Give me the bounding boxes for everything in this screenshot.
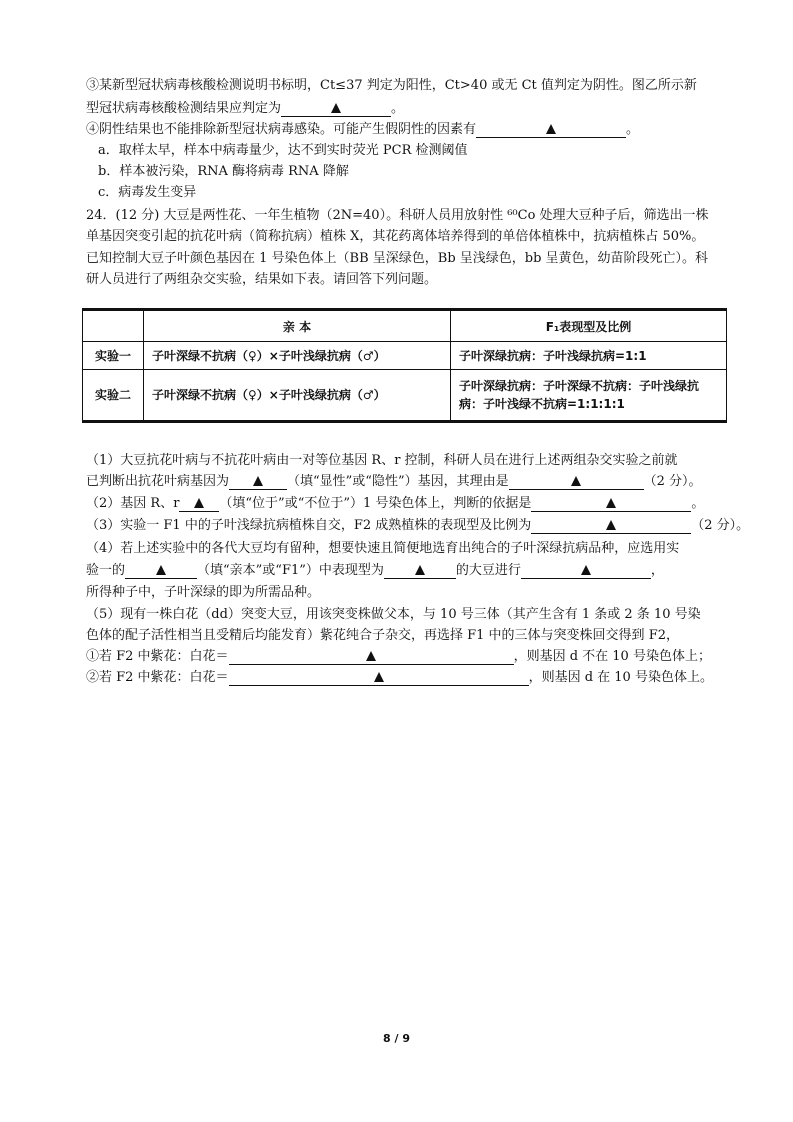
table-corner [83, 310, 144, 342]
q4-text: ， [650, 563, 664, 578]
triangle-marker-icon [546, 124, 556, 134]
cross-results-table [82, 308, 727, 423]
q4-text: 验一的 [86, 563, 126, 578]
table-row [83, 369, 727, 422]
triangle-marker-icon [194, 498, 204, 508]
q5-line-3 [86, 647, 711, 667]
row-parent: 子叶深绿不抗病（♀）×子叶浅绿抗病（♂） [144, 342, 451, 370]
q4-text: 的大豆进行 [455, 563, 521, 578]
q3-line [86, 516, 749, 536]
q4-line-3: 所得种子中，子叶深绿的即为所需品种。 [86, 585, 321, 600]
option-b: b．样本被污染，RNA 酶将病毒 RNA 降解 [98, 164, 349, 179]
answer-blank[interactable] [476, 122, 626, 138]
item-4-line [86, 120, 639, 140]
page-number: 8 / 9 [383, 1032, 410, 1045]
item-3-line-2 [86, 99, 404, 119]
q5-line-2: 色体的配子活性相当且受精后均能发育）紫花纯合子杂交，再选择 F1 中的三体与突变株回交得到 F2， [86, 628, 679, 643]
q5-text: ②若 F2 中紫花：白花＝ [86, 670, 229, 685]
q1-line-2 [86, 472, 702, 492]
q2-text: （2）基因 R、r [86, 496, 180, 511]
q2-text: （填“位于”或“不位于”）1 号染色体上，判断的依据是 [219, 496, 532, 511]
triangle-marker-icon [253, 476, 263, 486]
q24-line-1: 24．(12 分) 大豆是两性花、一年生植物（2N=40）。科研人员用放射性 ⁶⁰Co 处理大豆种子后，筛选出一株 [86, 208, 709, 223]
answer-blank[interactable] [521, 563, 651, 579]
q4-text: （填“亲本”或“F1”）中表现型为 [197, 563, 384, 578]
answer-blank[interactable] [281, 101, 391, 117]
triangle-marker-icon [331, 103, 341, 113]
row-f1: 子叶深绿抗病：子叶深绿不抗病：子叶浅绿抗病：子叶浅绿不抗病=1:1:1:1 [451, 369, 727, 422]
q2-text: 。 [691, 496, 705, 511]
answer-blank[interactable] [229, 649, 514, 665]
table-row [83, 342, 727, 370]
q2-line [86, 494, 704, 514]
q5-text: ①若 F2 中紫花：白花＝ [86, 649, 229, 664]
option-c: c．病毒发生变异 [98, 185, 197, 200]
q1-text: （2 分）。 [643, 474, 702, 489]
header-parent: 亲 本 [144, 310, 451, 342]
triangle-marker-icon [581, 565, 591, 575]
q24-line-4: 研人员进行了两组杂交实验，结果如下表。请回答下列问题。 [86, 272, 438, 287]
item-4-text: ④阴性结果也不能排除新型冠状病毒感染。可能产生假阴性的因素有 [86, 122, 477, 137]
option-a: a．取样太早，样本中病毒量少，达不到实时荧光 PCR 检测阈值 [98, 143, 468, 158]
triangle-marker-icon [571, 476, 581, 486]
answer-blank[interactable] [531, 518, 691, 534]
q5-text: ，则基因 d 在 10 号染色体上。 [528, 670, 713, 685]
q5-text: ，则基因 d 不在 10 号染色体上； [513, 649, 711, 664]
row-parent: 子叶深绿不抗病（♀）×子叶浅绿抗病（♂） [144, 369, 451, 422]
triangle-marker-icon [415, 565, 425, 575]
q24-line-2: 单基因突变引起的抗花叶病（简称抗病）植株 X，其花药离体培养得到的单倍体植株中，抗病植株占 50%。 [86, 229, 705, 244]
q4-line-2 [86, 561, 664, 581]
row-f1: 子叶深绿抗病：子叶浅绿抗病=1:1 [451, 342, 727, 370]
q24-line-3: 已知控制大豆子叶颜色基因在 1 号染色体上（BB 呈深绿色，Bb 呈浅绿色，bb 呈黄色，幼苗阶段死亡）。科 [86, 251, 709, 266]
q3-text: （2 分）。 [691, 518, 750, 533]
q5-line-4 [86, 668, 713, 688]
item-3-line-1: ③某新型冠状病毒核酸检测说明书标明，Ct≤37 判定为阳性，Ct>40 或无 Ct 值判定为阴性。图乙所示新 [86, 78, 697, 93]
q4-line-1: （4）若上述实验中的各代大豆均有留种，想要快速且简便地选育出纯合的子叶深绿抗病品种，应选用实 [86, 541, 680, 556]
triangle-marker-icon [606, 520, 616, 530]
answer-blank[interactable] [531, 496, 691, 512]
answer-blank[interactable] [229, 670, 529, 686]
q5-line-1: （5）现有一株白花（dd）突变大豆，用该突变株做父本，与 10 号三体（其产生含有 1 条或 2 条 10 号染 [86, 607, 701, 622]
triangle-marker-icon [156, 565, 166, 575]
triangle-marker-icon [366, 651, 376, 661]
q3-text: （3）实验一 F1 中的子叶浅绿抗病植株自交，F2 成熟植株的表现型及比例为 [86, 518, 532, 533]
item-3-end: 。 [391, 101, 405, 116]
answer-blank[interactable] [229, 474, 287, 490]
row-label: 实验一 [83, 342, 144, 370]
header-f1: F₁表现型及比例 [451, 310, 727, 342]
answer-blank[interactable] [125, 563, 197, 579]
answer-blank[interactable] [509, 474, 644, 490]
answer-blank[interactable] [179, 496, 219, 512]
q1-text: 已判断出抗花叶病基因为 [86, 474, 230, 489]
row-label: 实验二 [83, 369, 144, 422]
q1-line-1: （1）大豆抗花叶病与不抗花叶病由一对等位基因 R、r 控制，科研人员在进行上述两组杂交实验之前就 [86, 453, 678, 468]
item-4-end: 。 [626, 122, 640, 137]
answer-blank[interactable] [384, 563, 456, 579]
item-3-text: 型冠状病毒核酸检测结果应判定为 [86, 101, 282, 116]
triangle-marker-icon [374, 672, 384, 682]
triangle-marker-icon [606, 498, 616, 508]
q1-text: （填“显性”或“隐性”）基因，其理由是 [287, 474, 509, 489]
